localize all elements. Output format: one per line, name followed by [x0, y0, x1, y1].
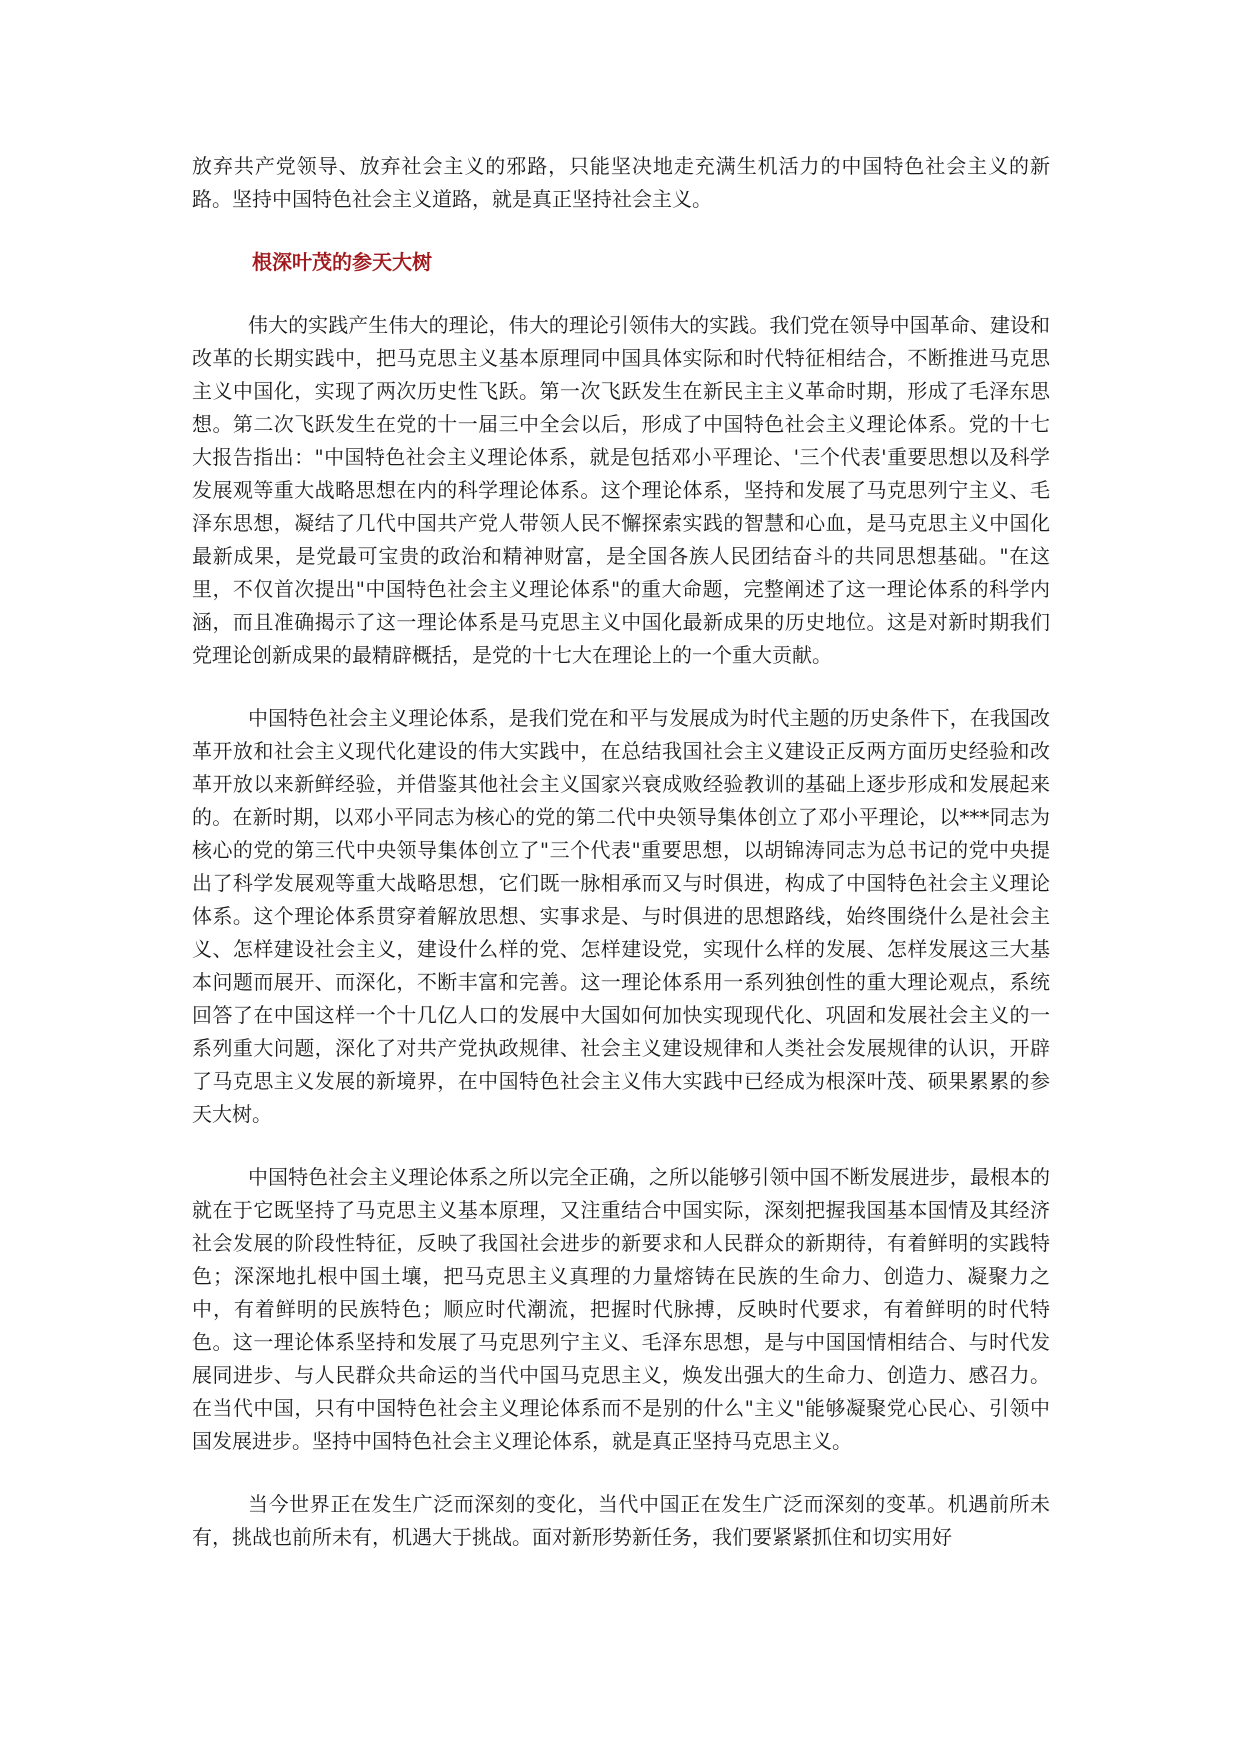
paragraph-theory-system: 中国特色社会主义理论体系，是我们党在和平与发展成为时代主题的历史条件下，在我国改革开放和社会主义现代化建设的伟大实践中，在总结我国社会主义建设正反两方面历史经验和改革开放以来新鲜经验，并借鉴其他社会主义国家兴衰成败经验教训的基础上逐步形成和发展起来的。在新时期，以邓小平同志为核心的党的第二代中央领导集体创立了邓小平理论，以***同志为核心的党的第三代中央领导集体创立了"三个代表"重要思想，以胡锦涛同志为总书记的党中央提出了科学发展观等重大战略思想，它们既一脉相承而又与时俱进，构成了中国特色社会主义理论体系。这个理论体系贯穿着解放思想、实事求是、与时俱进的思想路线，始终围绕什么是社会主义、怎样建设社会主义，建设什么样的党、怎样建设党，实现什么样的发展、怎样发展这三大基本问题而展开、而深化，不断丰富和完善。这一理论体系用一系列独创性的重大理论观点，系统回答了在中国这样一个十几亿人口的发展中大国如何加快实现现代化、巩固和发展社会主义的一系列重大问题，深化了对共产党执政规律、社会主义建设规律和人类社会发展规律的认识，开辟了马克思主义发展的新境界，在中国特色社会主义伟大实践中已经成为根深叶茂、硕果累累的参天大树。 — [192, 706, 1050, 1126]
paragraph-theory-practice: 伟大的实践产生伟大的理论，伟大的理论引领伟大的实践。我们党在领导中国革命、建设和改革的长期实践中，把马克思主义基本原理同中国具体实际和时代特征相结合，不断推进马克思主义中国化，实现了两次历史性飞跃。第一次飞跃发生在新民主主义革命时期，形成了毛泽东思想。第二次飞跃发生在党的十一届三中全会以后，形成了中国特色社会主义理论体系。党的十七大报告指出："中国特色社会主义理论体系，就是包括邓小平理论、'三个代表'重要思想以及科学发展观等重大战略思想在内的科学理论体系。这个理论体系，坚持和发展了马克思列宁主义、毛泽东思想，凝结了几代中国共产党人带领人民不懈探索实践的智慧和心血，是马克思主义中国化最新成果，是党最可宝贵的政治和精神财富，是全国各族人民团结奋斗的共同思想基础。"在这里，不仅首次提出"中国特色社会主义理论体系"的重大命题，完整阐述了这一理论体系的科学内涵，而且准确揭示了这一理论体系是马克思主义中国化最新成果的历史地位。这是对新时期我们党理论创新成果的最精辟概括，是党的十七大在理论上的一个重大贡献。 — [192, 313, 1050, 667]
paragraph-world-changes: 当今世界正在发生广泛而深刻的变化，当代中国正在发生广泛而深刻的变革。机遇前所未有，挑战也前所未有，机遇大于挑战。面对新形势新任务，我们要紧紧抓住和切实用好 — [192, 1492, 1050, 1549]
paragraph-continuation: 放弃共产党领导、放弃社会主义的邪路，只能坚决地走充满生机活力的中国特色社会主义的新路。坚持中国特色社会主义道路，就是真正坚持社会主义。 — [192, 154, 1050, 211]
section-heading: 根深叶茂的参天大树 — [252, 250, 432, 274]
paragraph-why-correct: 中国特色社会主义理论体系之所以完全正确，之所以能够引领中国不断发展进步，最根本的就在于它既坚持了马克思主义基本原理，又注重结合中国实际，深刻把握我国基本国情及其经济社会发展的阶段性特征，反映了我国社会进步的新要求和人民群众的新期待，有着鲜明的实践特色；深深地扎根中国土壤，把马克思主义真理的力量熔铸在民族的生命力、创造力、凝聚力之中，有着鲜明的民族特色；顺应时代潮流，把握时代脉搏，反映时代要求，有着鲜明的时代特色。这一理论体系坚持和发展了马克思列宁主义、毛泽东思想，是与中国国情相结合、与时代发展同进步、与人民群众共命运的当代中国马克思主义，焕发出强大的生命力、创造力、感召力。在当代中国，只有中国特色社会主义理论体系而不是别的什么"主义"能够凝聚党心民心、引领中国发展进步。坚持中国特色社会主义理论体系，就是真正坚持马克思主义。 — [192, 1165, 1050, 1453]
document-body — [192, 150, 1050, 1584]
